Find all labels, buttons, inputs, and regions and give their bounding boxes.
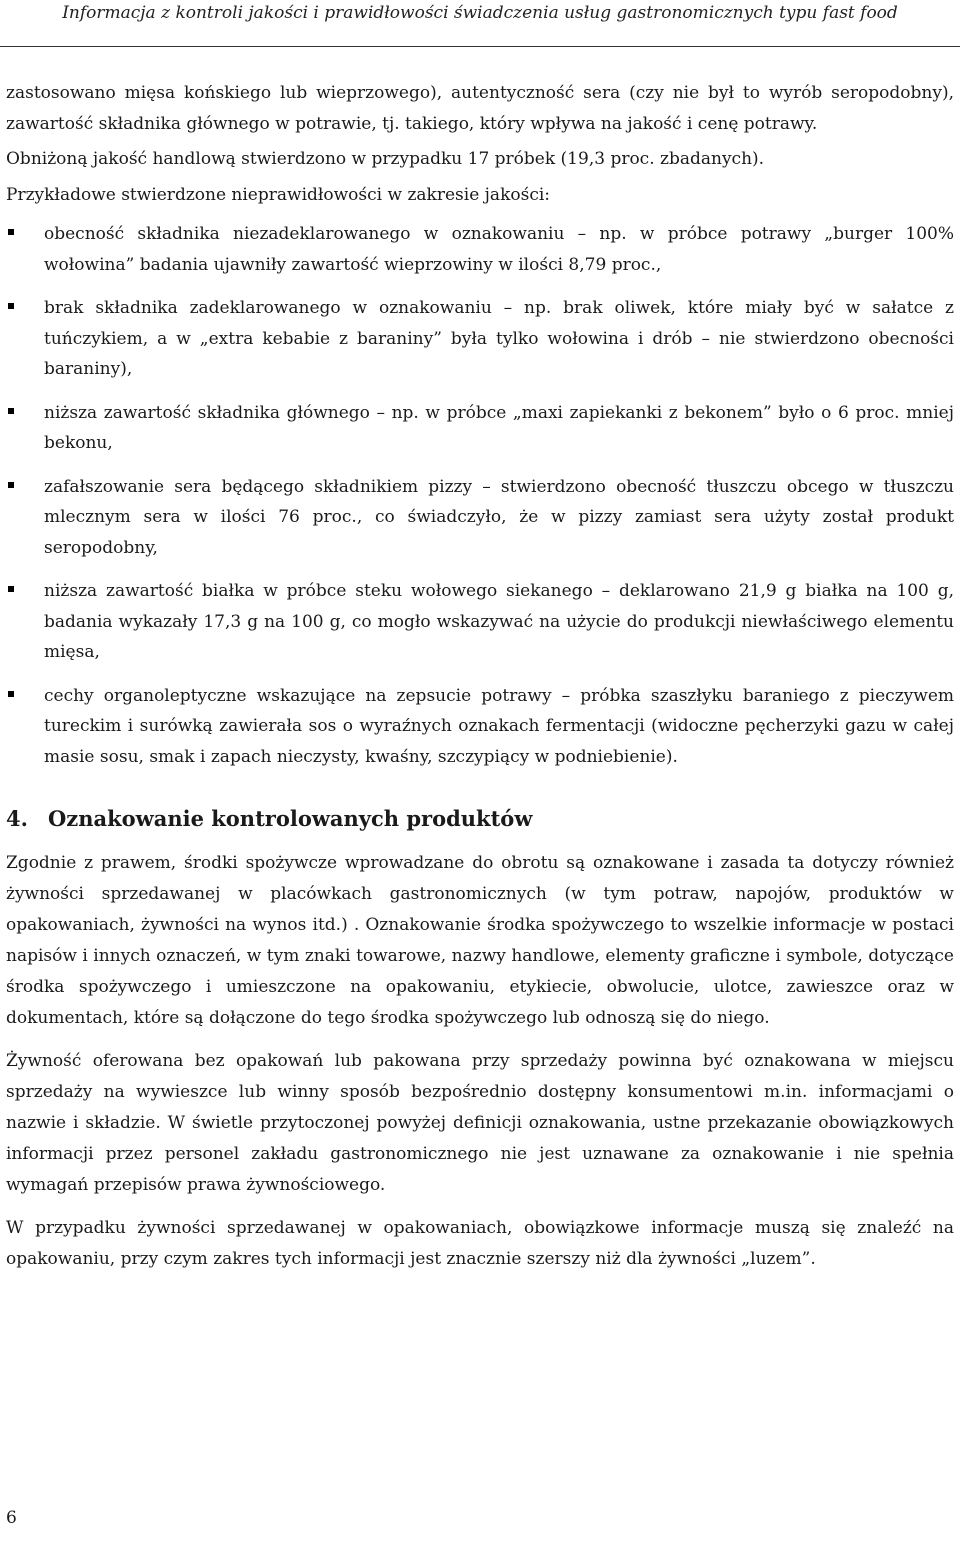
list-item-text: cechy organoleptyczne wskazujące na zepsucie potrawy – próbka szaszłyku baraniego z pieczywem tureckim i surówką zawierała sos o wyraźnych oznakach fermentacji (widoczne pęcherzyki gazu w całej masie sosu, smak i zapach nieczysty, kwaśny, szczypiący w podniebienie). bbox=[44, 685, 954, 767]
list-item-text: obecność składnika niezadeklarowanego w oznakowaniu – np. w próbce potrawy „burger 100% wołowina” badania ujawniły zawartość wieprzowiny w ilości 8,79 proc., bbox=[44, 224, 954, 275]
list-item-text: brak składnika zadeklarowanego w oznakowaniu – np. brak oliwek, które miały być w sałatce z tuńczykiem, a w „extra kebabie z baraniny” była tylko wołowina i drób – nie stwierdzono obecności baraniny), bbox=[44, 298, 954, 379]
list-item bbox=[6, 576, 954, 668]
page-number: 6 bbox=[6, 1508, 17, 1528]
body-paragraph: Żywność oferowana bez opakowań lub pakowana przy sprzedaży powinna być oznakowana w miejscu sprzedaży na wywieszce lub winny sposób bezpośrednio dostępny konsumentowi m.in. informacjami o nazwie i składzie. W świetle przytoczonej powyżej definicji oznakowania, ustne przekazanie obowiązkowych informacji przez personel zakładu gastronomicznego nie jest uznawane za oznakowanie i nie spełnia wymagań przepisów prawa żywnościowego. bbox=[6, 1051, 954, 1195]
square-bullet-icon bbox=[8, 229, 14, 235]
intro-paragraph: Przykładowe stwierdzone nieprawidłowości w zakresie jakości: bbox=[6, 184, 551, 205]
section-title: Oznakowanie kontrolowanych produktów bbox=[48, 806, 533, 831]
square-bullet-icon bbox=[8, 691, 14, 697]
body-paragraph: Zgodnie z prawem, środki spożywcze wprowadzane do obrotu są oznakowane i zasada ta dotyczy również żywności sprzedawanej w placówkach gastronomicznych (w tym potraw, napojów, produktów w opakowaniach, żywności na wynos itd.) . Oznakowanie środka spożywczego to wszelkie informacje w postaci napisów i innych oznaczeń, w tym znaki towarowe, nazwy handlowe, elementy graficzne i symbole, dotyczące środka spożywczego i umieszczone na opakowaniu, etykiecie, obwolucie, ulotce, zawieszce oraz w dokumentach, które są dołączone do tego środka spożywczego lub odnoszą się do niego. bbox=[6, 853, 954, 1028]
body-paragraph: W przypadku żywności sprzedawanej w opakowaniach, obowiązkowe informacje muszą się znaleźć na opakowaniu, przy czym zakres tych informacji jest znacznie szerszy niż dla żywności „luzem”. bbox=[6, 1218, 954, 1269]
square-bullet-icon bbox=[8, 586, 14, 592]
section-heading bbox=[6, 804, 954, 834]
intro-paragraph: Obniżoną jakość handlową stwierdzono w przypadku 17 próbek (19,3 proc. zbadanych). bbox=[6, 149, 765, 169]
list-item bbox=[6, 472, 954, 564]
list-item-text: zafałszowanie sera będącego składnikiem pizzy – stwierdzono obecność tłuszczu obcego w tłuszczu mlecznym sera w ilości 76 proc., co świadczyło, że w pizzy zamiast sera użyty został produkt seropodobny, bbox=[44, 476, 954, 558]
irregularities-list bbox=[6, 219, 954, 772]
page-header bbox=[0, 0, 960, 47]
header-title: Informacja z kontroli jakości i prawidłowości świadczenia usług gastronomicznych typu fast food bbox=[62, 3, 898, 23]
document-body bbox=[6, 78, 954, 1287]
section-number: 4. bbox=[6, 806, 28, 831]
list-item bbox=[6, 681, 954, 773]
square-bullet-icon bbox=[8, 303, 14, 309]
intro-paragraph: zastosowano mięsa końskiego lub wieprzowego), autentyczność sera (czy nie był to wyrób seropodobny), zawartość składnika głównego w potrawie, tj. takiego, który wpływa na jakość i cenę potrawy. bbox=[6, 83, 954, 134]
list-item-text: niższa zawartość białka w próbce steku wołowego siekanego – deklarowano 21,9 g białka na 100 g, badania wykazały 17,3 g na 100 g, co mogło wskazywać na użycie do produkcji niewłaściwego elementu mięsa, bbox=[44, 581, 954, 662]
square-bullet-icon bbox=[8, 408, 14, 414]
square-bullet-icon bbox=[8, 482, 14, 488]
list-item bbox=[6, 293, 954, 385]
list-item bbox=[6, 398, 954, 459]
list-item-text: niższa zawartość składnika głównego – np. w próbce „maxi zapiekanki z bekonem” było o 6 proc. mniej bekonu, bbox=[44, 402, 954, 453]
list-item bbox=[6, 219, 954, 280]
